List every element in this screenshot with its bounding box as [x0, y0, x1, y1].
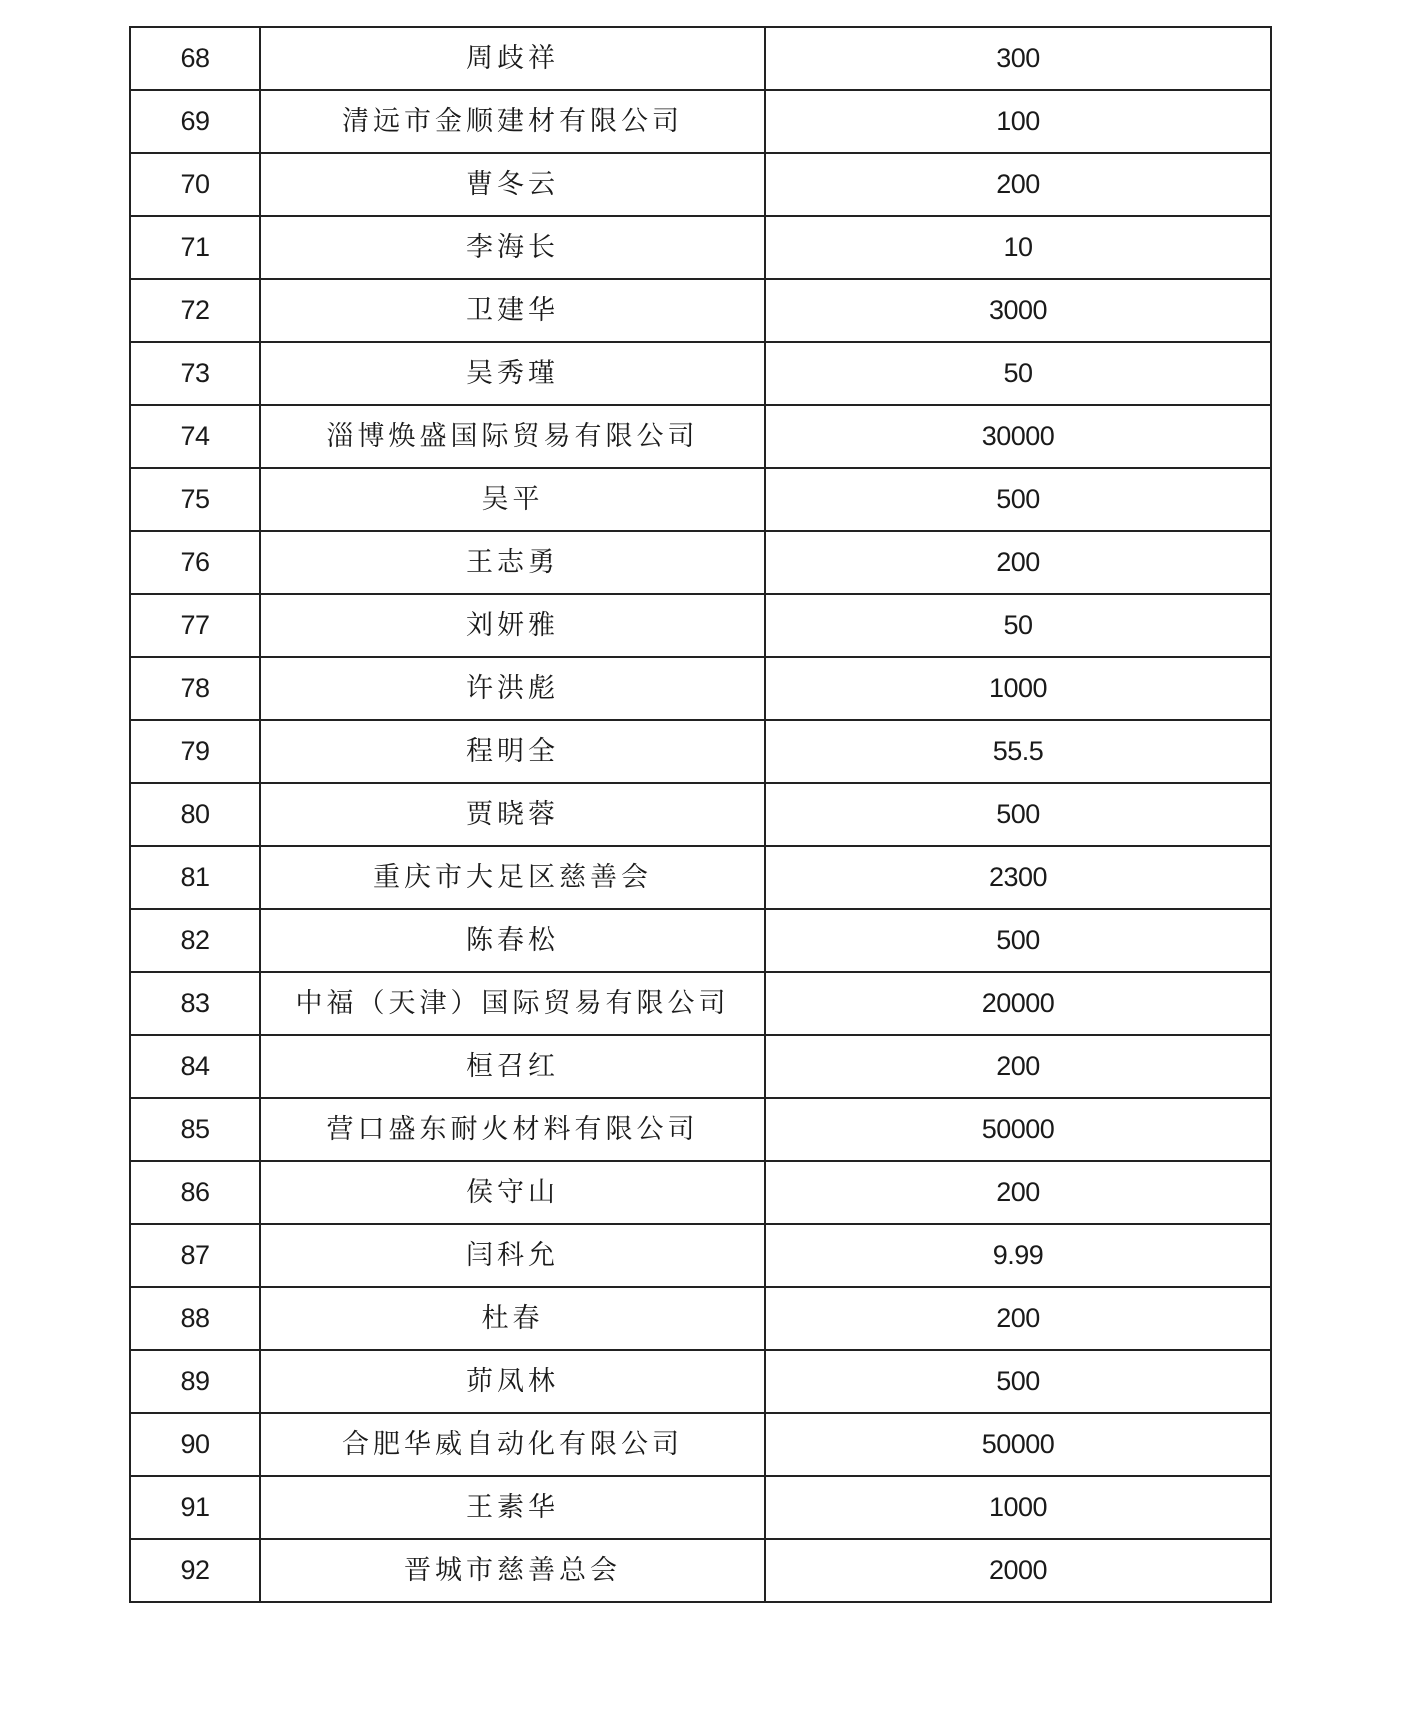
donation-amount-cell: 20000 — [765, 972, 1271, 1035]
donation-amount-cell: 500 — [765, 783, 1271, 846]
donor-name-cell: 侯守山 — [260, 1161, 765, 1224]
donation-amount-cell: 200 — [765, 1161, 1271, 1224]
row-index-cell: 80 — [130, 783, 260, 846]
donation-amount-cell: 200 — [765, 153, 1271, 216]
donor-name-cell: 王素华 — [260, 1476, 765, 1539]
donor-name-cell: 许洪彪 — [260, 657, 765, 720]
table-row — [130, 783, 1271, 846]
row-index-cell: 89 — [130, 1350, 260, 1413]
row-index-cell: 72 — [130, 279, 260, 342]
table-row — [130, 846, 1271, 909]
row-index-cell: 92 — [130, 1539, 260, 1602]
donation-amount-cell: 2300 — [765, 846, 1271, 909]
table-row — [130, 342, 1271, 405]
donor-name-cell: 吴平 — [260, 468, 765, 531]
donation-amount-cell: 10 — [765, 216, 1271, 279]
row-index-cell: 90 — [130, 1413, 260, 1476]
donation-amount-cell: 2000 — [765, 1539, 1271, 1602]
donation-amount-cell: 500 — [765, 468, 1271, 531]
table-row — [130, 1098, 1271, 1161]
row-index-cell: 70 — [130, 153, 260, 216]
donor-name-cell: 卫建华 — [260, 279, 765, 342]
donor-name-cell: 合肥华威自动化有限公司 — [260, 1413, 765, 1476]
donation-amount-cell: 9.99 — [765, 1224, 1271, 1287]
table-row — [130, 1539, 1271, 1602]
table-row — [130, 405, 1271, 468]
row-index-cell: 88 — [130, 1287, 260, 1350]
donation-amount-cell: 200 — [765, 1035, 1271, 1098]
donor-name-cell: 贾晓蓉 — [260, 783, 765, 846]
table-row — [130, 153, 1271, 216]
donation-amount-cell: 50000 — [765, 1413, 1271, 1476]
donor-name-cell: 程明全 — [260, 720, 765, 783]
table-row — [130, 90, 1271, 153]
row-index-cell: 78 — [130, 657, 260, 720]
row-index-cell: 86 — [130, 1161, 260, 1224]
donor-name-cell: 清远市金顺建材有限公司 — [260, 90, 765, 153]
row-index-cell: 69 — [130, 90, 260, 153]
table-row — [130, 1476, 1271, 1539]
donor-name-cell: 晋城市慈善总会 — [260, 1539, 765, 1602]
donation-amount-cell: 200 — [765, 1287, 1271, 1350]
row-index-cell: 84 — [130, 1035, 260, 1098]
donation-amount-cell: 50000 — [765, 1098, 1271, 1161]
donor-name-cell: 中福（天津）国际贸易有限公司 — [260, 972, 765, 1035]
table-row — [130, 531, 1271, 594]
row-index-cell: 83 — [130, 972, 260, 1035]
donation-amount-cell: 200 — [765, 531, 1271, 594]
donor-name-cell: 淄博焕盛国际贸易有限公司 — [260, 405, 765, 468]
donor-name-cell: 杜春 — [260, 1287, 765, 1350]
donor-name-cell: 茆凤林 — [260, 1350, 765, 1413]
donation-amount-cell: 50 — [765, 594, 1271, 657]
row-index-cell: 77 — [130, 594, 260, 657]
donation-amount-cell: 1000 — [765, 657, 1271, 720]
table-row — [130, 1413, 1271, 1476]
table-row — [130, 1350, 1271, 1413]
donor-name-cell: 陈春松 — [260, 909, 765, 972]
table-row — [130, 1287, 1271, 1350]
table-row — [130, 720, 1271, 783]
row-index-cell: 81 — [130, 846, 260, 909]
donor-name-cell: 王志勇 — [260, 531, 765, 594]
table-body — [130, 27, 1271, 1602]
donation-amount-cell: 1000 — [765, 1476, 1271, 1539]
table-row — [130, 27, 1271, 90]
table-row — [130, 216, 1271, 279]
row-index-cell: 76 — [130, 531, 260, 594]
table-row — [130, 468, 1271, 531]
donor-name-cell: 曹冬云 — [260, 153, 765, 216]
table-row — [130, 1035, 1271, 1098]
donor-name-cell: 桓召红 — [260, 1035, 765, 1098]
row-index-cell: 82 — [130, 909, 260, 972]
donation-amount-cell: 300 — [765, 27, 1271, 90]
donor-name-cell: 周歧祥 — [260, 27, 765, 90]
table-row — [130, 657, 1271, 720]
row-index-cell: 87 — [130, 1224, 260, 1287]
row-index-cell: 79 — [130, 720, 260, 783]
table-row — [130, 909, 1271, 972]
donor-name-cell: 重庆市大足区慈善会 — [260, 846, 765, 909]
donor-name-cell: 吴秀瑾 — [260, 342, 765, 405]
table-row — [130, 972, 1271, 1035]
donor-name-cell: 营口盛东耐火材料有限公司 — [260, 1098, 765, 1161]
donation-amount-cell: 500 — [765, 1350, 1271, 1413]
donation-amount-cell: 50 — [765, 342, 1271, 405]
donation-amount-cell: 3000 — [765, 279, 1271, 342]
row-index-cell: 68 — [130, 27, 260, 90]
row-index-cell: 71 — [130, 216, 260, 279]
row-index-cell: 74 — [130, 405, 260, 468]
donation-amount-cell: 30000 — [765, 405, 1271, 468]
row-index-cell: 73 — [130, 342, 260, 405]
donor-name-cell: 刘妍雅 — [260, 594, 765, 657]
table-row — [130, 1224, 1271, 1287]
donation-amount-cell: 100 — [765, 90, 1271, 153]
row-index-cell: 85 — [130, 1098, 260, 1161]
row-index-cell: 91 — [130, 1476, 260, 1539]
table-row — [130, 1161, 1271, 1224]
donation-amount-cell: 500 — [765, 909, 1271, 972]
table-row — [130, 594, 1271, 657]
donor-name-cell: 李海长 — [260, 216, 765, 279]
donor-name-cell: 闫科允 — [260, 1224, 765, 1287]
row-index-cell: 75 — [130, 468, 260, 531]
donation-amount-cell: 55.5 — [765, 720, 1271, 783]
table-row — [130, 279, 1271, 342]
donation-table — [129, 26, 1272, 1603]
